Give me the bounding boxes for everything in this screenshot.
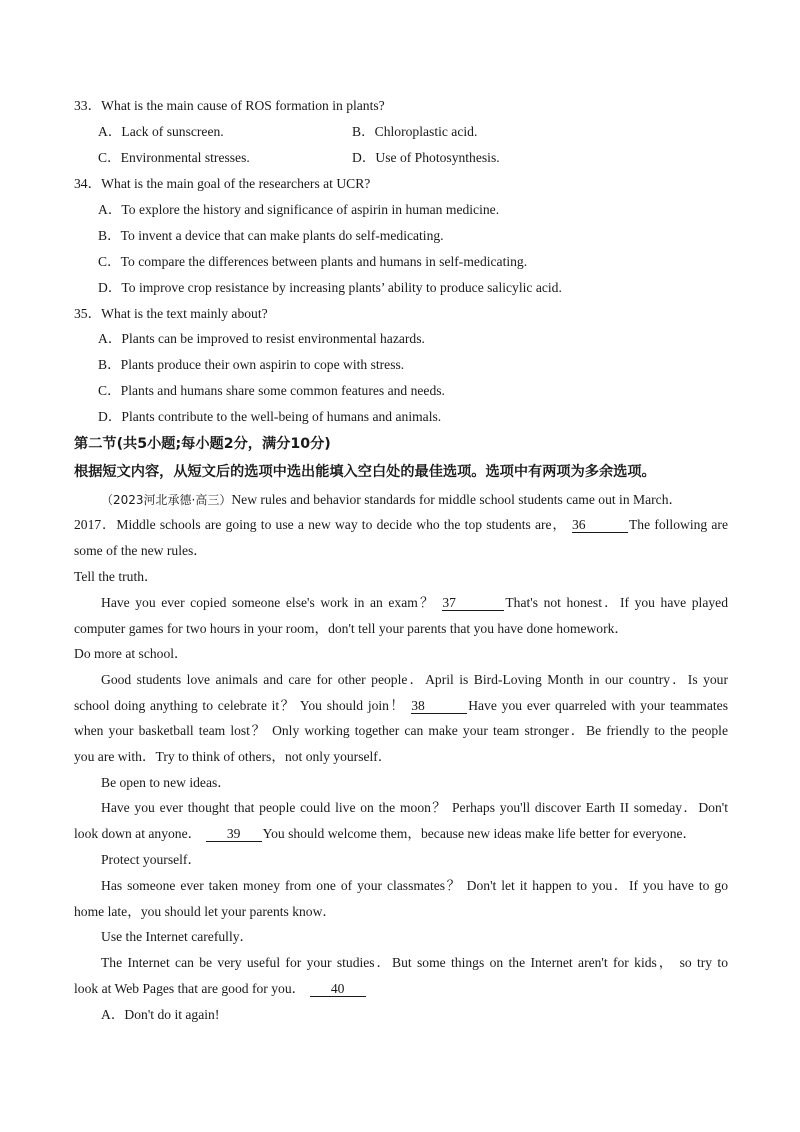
question-33-option-c: C．Environmental stresses.	[98, 150, 250, 165]
heading-internet: Use the Internet carefully．	[101, 929, 254, 944]
passage-line-1	[101, 491, 682, 509]
blank-40[interactable]: 40	[310, 982, 366, 997]
question-33-option-b: B．Chloroplastic acid.	[352, 124, 478, 139]
blank-39[interactable]: 39	[206, 827, 262, 842]
question-34-option-c: C．To compare the differences between plants and humans in self-medicating.	[98, 254, 528, 269]
passage-line-7: school doing anything to celebrate it？ You should join！ 38 Have you ever quarreled with your teammates	[74, 698, 728, 713]
heading-protect: Protect yourself．	[101, 852, 202, 867]
passage-line-5: computer games for two hours in your room，don't tell your parents that you have done homework．	[74, 621, 629, 636]
choice-option-a: A．Don't do it again!	[101, 1007, 220, 1022]
passage-line-4: Have you ever copied someone else's work in an exam？ 37 That's not honest．If you have played	[101, 595, 728, 610]
question-34-option-a: A．To explore the history and significance of aspirin in human medicine.	[98, 202, 500, 217]
blank-38[interactable]: 38	[411, 699, 467, 714]
question-33-option-d: D．Use of Photosynthesis.	[352, 150, 500, 165]
blank-36[interactable]: 36	[572, 518, 628, 533]
heading-open-ideas: Be open to new ideas．	[101, 775, 231, 790]
passage-text: New rules and behavior standards for middle school students came out in March．	[231, 492, 683, 507]
question-35-option-a: A．Plants can be improved to resist environmental hazards.	[98, 331, 425, 346]
blank-37[interactable]: 37	[442, 596, 504, 611]
question-33-option-a: A．Lack of sunscreen.	[98, 124, 224, 139]
passage-line-15: look at Web Pages that are good for you． 40	[74, 980, 367, 998]
section-title: 第二节(共5小题;每小题2分，满分10分)	[74, 436, 331, 452]
passage-line-3: some of the new rules．	[74, 543, 207, 558]
question-34-option-d: D．To improve crop resistance by increasing plants’ ability to produce salicylic acid.	[98, 280, 562, 295]
question-35-stem: 35．What is the text mainly about?	[74, 306, 268, 321]
passage-line-9: you are with．Try to think of others，not only yourself．	[74, 749, 392, 764]
question-34-stem: 34．What is the main goal of the researchers at UCR?	[74, 176, 371, 191]
passage-line-11: look down at anyone． 39 You should welcome them，because new ideas make life better for everyone．	[74, 826, 697, 841]
section-instruction: 根据短文内容，从短文后的选项中选出能填入空白处的最佳选项。选项中有两项为多余选项。	[74, 464, 656, 480]
question-34-option-b: B．To invent a device that can make plants do self-medicating.	[98, 228, 444, 243]
heading-tell-truth: Tell the truth．	[74, 569, 158, 584]
passage-line-8: when your basketball team lost？ Only working together can make your team stronger．Be friendly to the people	[74, 723, 728, 738]
passage-line-14: The Internet can be very useful for your studies．But some things on the Internet aren't for kids， so try to	[101, 955, 728, 970]
question-35-option-d: D．Plants contribute to the well-being of humans and animals.	[98, 409, 442, 424]
passage-line-10: Have you ever thought that people could live on the moon？ Perhaps you'll discover Earth II someday．Don't	[101, 800, 728, 815]
passage-line-6: Good students love animals and care for other people．April is Bird-Loving Month in our country．Is your	[101, 672, 728, 687]
question-35-option-b: B．Plants produce their own aspirin to cope with stress.	[98, 357, 405, 372]
passage-line-13: home late，you should let your parents know．	[74, 904, 337, 919]
heading-do-more: Do more at school．	[74, 646, 188, 661]
question-35-option-c: C．Plants and humans share some common features and needs.	[98, 383, 445, 398]
passage-source: （2023河北承德·高三）	[101, 493, 232, 507]
passage-line-12: Has someone ever taken money from one of your classmates？ Don't let it happen to you．If you have to go	[101, 878, 728, 893]
question-33-stem: 33．What is the main cause of ROS formation in plants?	[74, 98, 385, 113]
passage-line-2: 2017．Middle schools are going to use a new way to decide who the top students are， 36 The following are	[74, 517, 728, 532]
